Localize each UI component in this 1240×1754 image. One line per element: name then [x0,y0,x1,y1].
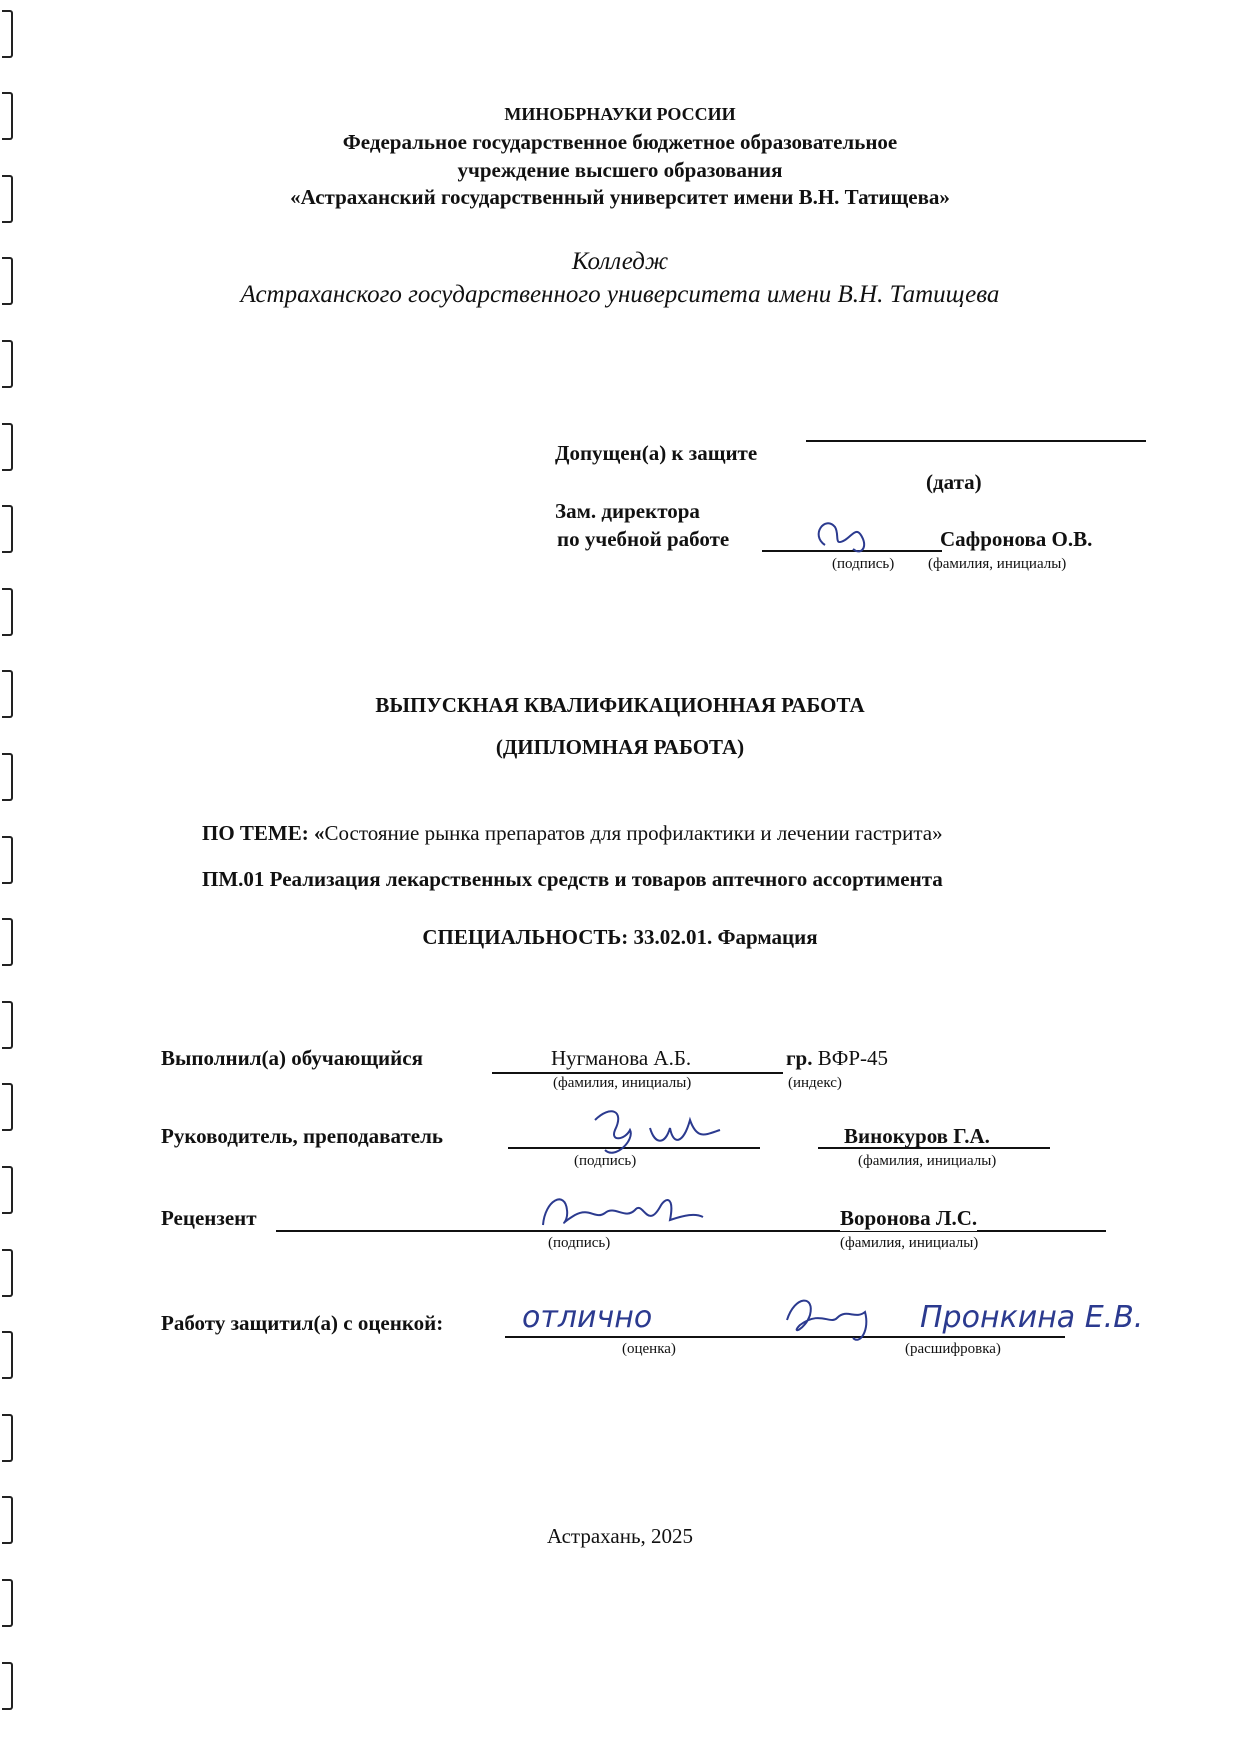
reviewer-signature [535,1185,705,1240]
supervisor-label: Руководитель, преподаватель [161,1124,444,1148]
date-caption: (дата) [926,470,982,494]
university-name: «Астраханский государственный университет имени В.Н. Татищева» [290,185,950,209]
topic-text: Состояние рынка препаратов для профилактики и лечении гастрита» [324,821,943,845]
reviewer-name-caption: (фамилия, инициалы) [840,1235,979,1251]
group-value: ВФР-45 [817,1046,888,1070]
decoded-name-handwritten: Пронкина Е.В. [920,1300,1144,1335]
college-subtitle: Астраханского государственного университета имени В.Н. Татищева [240,281,1000,308]
student-line [492,1072,783,1074]
student-name-caption: (фамилия, инициалы) [553,1075,692,1091]
deputy-name: Сафронова О.В. [940,527,1093,551]
supervisor-name: Винокуров Г.А. [844,1124,990,1148]
college-title: Колледж [571,248,669,275]
student-index-caption: (индекс) [788,1075,842,1091]
group-label: гр. [786,1046,813,1070]
reviewer-label: Рецензент [161,1206,257,1230]
deputy-role: по учебной работе [557,527,730,551]
chair-signature [775,1290,885,1350]
ministry-name: МИНОБРНАУКИ РОССИИ [504,104,736,124]
grade-caption: (оценка) [622,1341,676,1357]
student-label: Выполнил(а) обучающийся [161,1046,423,1070]
supervisor-name-caption: (фамилия, инициалы) [858,1153,997,1169]
decode-caption: (расшифровка) [905,1341,1001,1357]
deputy-name-caption: (фамилия, инициалы) [928,556,1067,572]
topic-line [202,821,943,846]
student-name: Нугманова А.Б. [551,1046,692,1070]
reviewer-signature-caption: (подпись) [548,1235,611,1251]
work-title: ВЫПУСКНАЯ КВАЛИФИКАЦИОННАЯ РАБОТА [375,693,865,717]
deputy-signature-caption: (подпись) [832,556,895,572]
city-year: Астрахань, 2025 [546,1524,694,1548]
professional-module: ПМ.01 Реализация лекарственных средств и товаров аптечного ассортимента [202,867,943,891]
defense-label: Работу защитил(а) с оценкой: [161,1311,444,1335]
institution-line-2: учреждение высшего образования [457,158,783,182]
topic-prefix: ПО ТЕМЕ: « [202,821,325,845]
admission-label: Допущен(а) к защите [555,441,758,465]
student-group [786,1046,888,1071]
work-subtitle: (ДИПЛОМНАЯ РАБОТА) [495,735,745,759]
institution-line-1: Федеральное государственное бюджетное образовательное [342,130,898,154]
specialty: СПЕЦИАЛЬНОСТЬ: 33.02.01. Фармация [422,925,818,949]
deputy-title: Зам. директора [555,499,700,523]
date-line [806,440,1146,442]
reviewer-name: Воронова Л.С. [840,1206,978,1230]
supervisor-signature-caption: (подпись) [574,1153,637,1169]
grade-handwritten: отлично [522,1300,653,1335]
